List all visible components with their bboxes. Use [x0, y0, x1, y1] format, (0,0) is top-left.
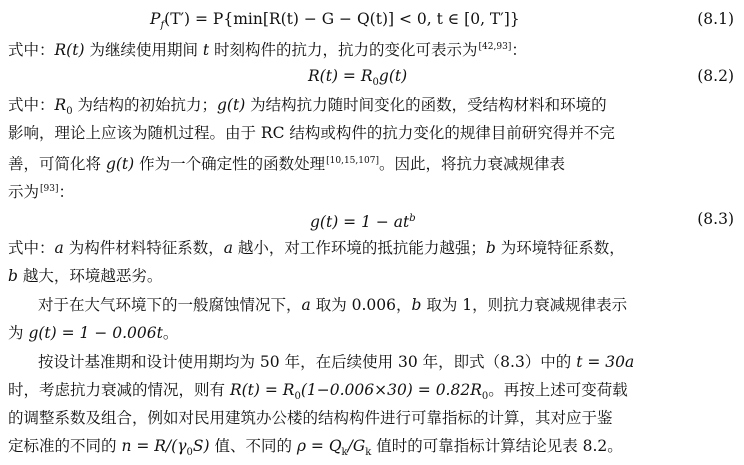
p4-a: a — [301, 296, 311, 314]
p2-l3-ref: [10,15,107] — [326, 156, 379, 166]
p2-l4b: ： — [58, 183, 75, 201]
equation-8-3-number: (8.3) — [697, 210, 734, 228]
eq-8-1-sub: f — [160, 20, 165, 32]
p2-prefix: 式中： — [8, 96, 55, 114]
paragraph-1-line-1 — [8, 36, 527, 61]
paragraph-5-line-2 — [8, 379, 628, 408]
paragraph-3-line-2 — [8, 265, 162, 287]
p3-a1: a — [54, 239, 64, 257]
p1-rt: R(t) — [54, 41, 85, 59]
p5-l2-sub2: 0 — [481, 391, 489, 403]
p4-l2a: 为 — [8, 324, 29, 342]
paragraph-5-line-4 — [8, 435, 623, 464]
p5-l1-eq: t = 30a — [576, 353, 635, 371]
p4-l1a: 对于在大气环境下的一般腐蚀情况下， — [38, 296, 302, 314]
p5-l2-sub: 0 — [294, 391, 301, 403]
equation-8-2-number: (8.2) — [697, 67, 734, 85]
eq-8-3-lhs: g(t) = 1 − at — [310, 213, 410, 232]
p5-l4a: 定标准的不同的 — [8, 437, 122, 455]
eq-8-1-body: (T′) = P{min[R(t) − G − Q(t)] < 0, t ∈ [0, T′]} — [164, 10, 520, 28]
p2-r0-sub: 0 — [66, 106, 73, 118]
p2-r0: R — [54, 96, 67, 114]
p5-l4-n-sub: 0 — [186, 447, 193, 459]
p5-l4-rho: ρ = Q — [296, 437, 342, 455]
equation-8-1-number: (8.1) — [697, 10, 734, 28]
p4-l1c: 取为 1，则抗力衰减规律表示 — [421, 296, 628, 314]
p3-l1b: 越小，对工作环境的抵抗能力越强； — [232, 239, 486, 257]
p4-l1b: 取为 0.006， — [310, 296, 412, 314]
eq-8-2-lhs: R(t) = R — [308, 67, 373, 85]
paragraph-2-line-3 — [8, 150, 565, 175]
p2-l3c: 。因此，将抗力衰减规律表 — [378, 155, 565, 173]
p5-l2b: 。再按上述可变荷载 — [488, 381, 628, 399]
eq-8-2-rhs: g(t) — [378, 67, 408, 85]
p3-a2: a — [223, 239, 233, 257]
paragraph-4-line-2 — [8, 322, 178, 344]
p2-l4-ref: [93] — [40, 184, 59, 194]
paragraph-2-line-4 — [8, 178, 74, 203]
p2-l3a: 善，可简化将 — [8, 155, 106, 173]
p5-l4c: 值时的可靠指标计算结论见表 8.2。 — [371, 437, 623, 455]
p3-b2: b — [8, 267, 18, 285]
p1-text2: 时刻构件的抗力，抗力的变化可表示为 — [209, 41, 478, 59]
p3-l1a: 为构件材料特征系数， — [63, 239, 224, 257]
p3-b1: b — [485, 239, 496, 257]
p5-l2a: 时，考虑抗力衰减的情况，则有 — [8, 381, 230, 399]
p5-l4-n: n = R/(γ — [121, 437, 187, 455]
paragraph-3-line-1 — [8, 237, 625, 259]
p3-l2a: 越大，环境越恶劣。 — [17, 267, 163, 285]
equation-8-1 — [150, 8, 520, 37]
p5-l4b: 值、不同的 — [209, 437, 297, 455]
p5-l2-eq2: (1−0.006×30) = 0.82R — [300, 381, 482, 399]
p4-b: b — [411, 296, 422, 314]
eq-8-3-sup: b — [409, 213, 416, 224]
equation-8-3 — [310, 208, 416, 233]
p3-l1c: 为环境特征系数， — [495, 239, 625, 257]
p2-l3b: 作为一个确定性的函数处理 — [134, 155, 326, 173]
p5-l1a: 按设计基准期和设计使用期均为 50 年，在后续使用 30 年，即式（8.3）中的 — [38, 353, 577, 371]
p5-l4-rho-sub: k — [341, 447, 348, 459]
p2-l4a: 示为 — [8, 183, 40, 201]
eq-8-1-p: P — [150, 10, 161, 28]
paragraph-5-line-3: 的调整系数及组合，例如对民用建筑办公楼的结构构件进行可靠指标的计算，其对应于鉴 — [8, 409, 613, 427]
p4-l2-end: 。 — [162, 324, 179, 342]
p1-t: t — [202, 41, 210, 59]
eq-8-2-sub: 0 — [372, 77, 379, 89]
p5-l4-rho-sub2: k — [365, 447, 372, 459]
paragraph-2-line-1 — [8, 94, 607, 123]
paragraph-5-line-1 — [38, 351, 634, 373]
p5-l2-eq: R(t) = R — [229, 381, 295, 399]
p1-prefix: 式中： — [8, 41, 55, 59]
p1-end: ： — [511, 41, 527, 59]
p2-l1a: 为结构的初始抗力； — [72, 96, 217, 114]
paragraph-2-line-2: 影响，理论上应该为随机过程。由于 RC 结构或构件的抗力变化的规律目前研究得并不完 — [8, 124, 615, 142]
p2-l3-gt: g(t) — [105, 155, 135, 173]
p3-prefix: 式中： — [8, 239, 55, 257]
p1-ref: [42,93] — [478, 42, 512, 52]
p1-text: 为继续使用期间 — [84, 41, 203, 59]
p5-l4-rho2: /G — [347, 437, 366, 455]
p2-l1b: 为结构抗力随时间变化的函数，受结构材料和环境的 — [245, 96, 607, 114]
p5-l4-n2: S) — [192, 437, 210, 455]
paragraph-4-line-1 — [38, 294, 627, 316]
p2-gt: g(t) — [217, 96, 246, 114]
equation-8-2 — [308, 65, 407, 94]
p4-l2-eq: g(t) = 1 − 0.006t — [28, 324, 163, 342]
